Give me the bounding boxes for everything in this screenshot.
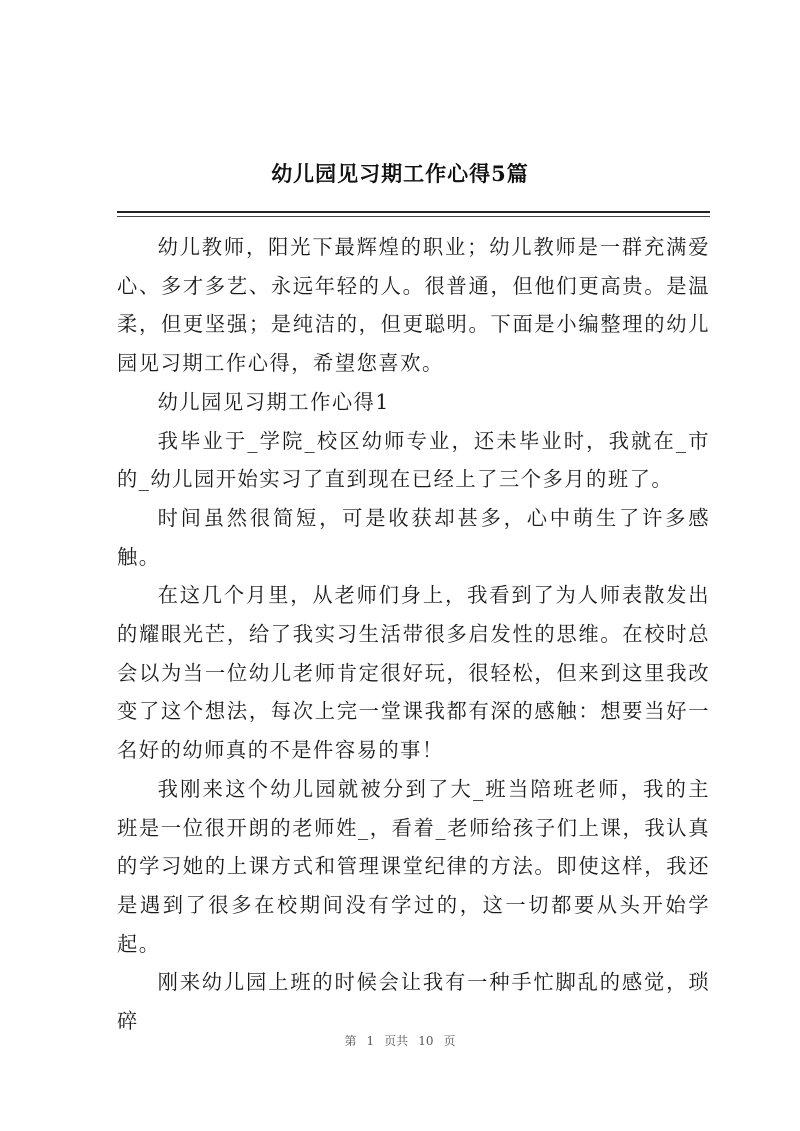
total-pages: 10 — [418, 1034, 434, 1048]
intro-paragraph: 幼儿教师，阳光下最辉煌的职业；幼儿教师是一群充满爱心、多才多艺、永远年轻的人。很普通，但他们更高贵。是温柔，但更坚强；是纯洁的，但更聪明。下面是小编整理的幼儿园见习期工作心得，希望您喜欢。 — [117, 235, 710, 376]
document-title: 幼儿园见习期工作心得5篇 — [271, 161, 529, 186]
page-label-suffix: 页 — [443, 1034, 456, 1048]
body-paragraph: 在这几个月里，从老师们身上，我看到了为人师表散发出的耀眼光芒，给了我实习生活带很多启发性的思维。在校时总会以为当一位幼儿老师肯定很好玩，很轻松，但来到这里我改变了这个想法，每次上完一堂课我都有深的感触：想要当好一名好的幼师真的不是件容易的事！ — [117, 583, 710, 763]
body-paragraph: 时间虽然很简短，可是收获却甚多，心中萌生了许多感触。 — [117, 505, 710, 569]
title-rule-thick — [117, 211, 710, 213]
page-number: 1 — [366, 1034, 375, 1048]
body-paragraph: 刚来幼儿园上班的时候会让我有一种手忙脚乱的感觉，琐碎 — [117, 970, 710, 1034]
page-footer — [0, 1032, 800, 1049]
document-body — [117, 228, 710, 1041]
page-label-mid: 页共 — [384, 1034, 409, 1048]
body-paragraph: 我刚来这个幼儿园就被分到了大_班当陪班老师，我的主班是一位很开朗的老师姓_，看着_老师给孩子们上课，我认真的学习她的上课方式和管理课堂纪律的方法。即使这样，我还是遇到了很多在校期间没有学过的，这一切都要从头开始学起。 — [117, 776, 710, 956]
body-paragraph: 我毕业于_学院_校区幼师专业，还未毕业时，我就在_市的_幼儿园开始实习了直到现在已经上了三个多月的班了。 — [117, 428, 710, 492]
page-label-prefix: 第 — [344, 1034, 357, 1048]
section-heading: 幼儿园见习期工作心得1 — [157, 389, 390, 414]
title-rule-thin — [117, 216, 710, 217]
